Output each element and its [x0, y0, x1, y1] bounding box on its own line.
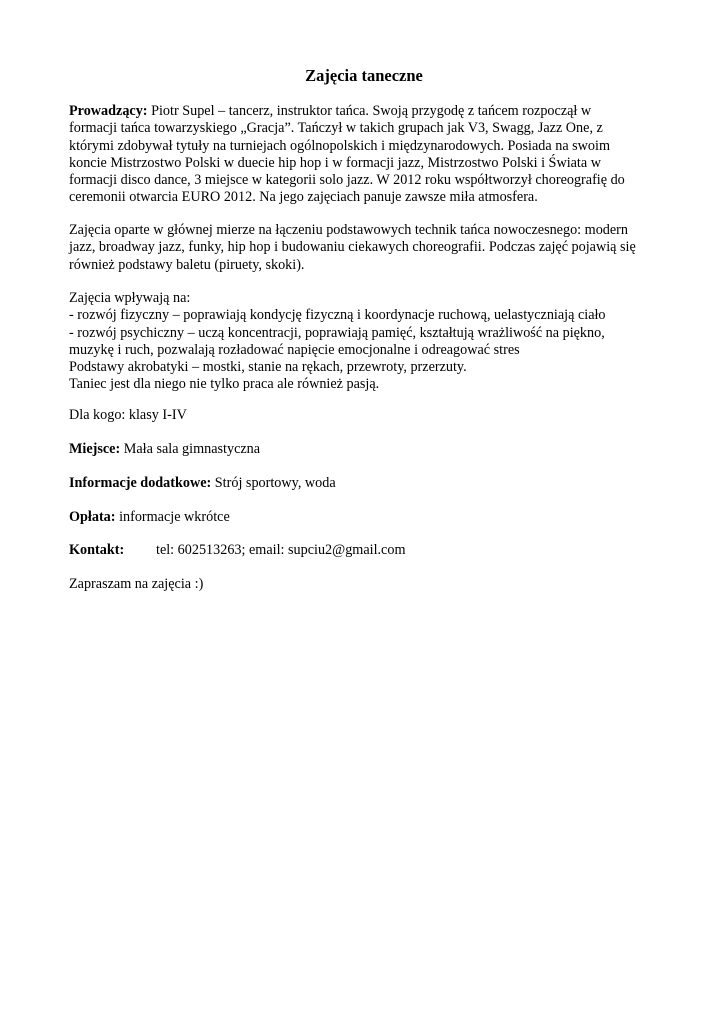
instructor-line-4: koncie Mistrzostwo Polski w duecie hip hop i w formacji jazz, Mistrzostwo Polski i Świata w — [69, 154, 601, 171]
description-line-2: jazz, broadway jazz, funky, hip hop i budowaniu ciekawych choreografii. Podczas zajęć pojawią się — [69, 239, 636, 256]
effects-line-3: - rozwój psychiczny – uczą koncentracji, poprawiają pamięć, kształtują wrażliwość na piękno, — [69, 324, 605, 341]
place-label: Miejsce: — [69, 441, 121, 457]
effects-line-4: muzykę i ruch, pozwalają rozładować napięcie emocjonalne i odreagować stres — [69, 341, 520, 358]
fee-label: Opłata: — [69, 509, 116, 525]
effects-line-1: Zajęcia wpływają na: — [69, 290, 191, 306]
effects-paragraph — [69, 290, 669, 394]
instructor-line-1 — [69, 103, 669, 120]
contact-value: tel: 602513263; email: supciu2@gmail.com — [156, 542, 406, 558]
contact-line — [69, 542, 669, 559]
description-paragraph — [69, 222, 669, 274]
instructor-paragraph — [69, 103, 669, 207]
page-title: Zajęcia taneczne — [305, 66, 423, 85]
additional-info-line — [69, 475, 669, 492]
instructor-line-3: którymi zdobywał tytuły na turniejach ogólnopolskich i międzynarodowych. Posiada na swoim — [69, 137, 610, 154]
place-line — [69, 441, 669, 458]
instructor-line-5: formacji disco dance, 3 miejsce w kategorii solo jazz. W 2012 roku współtworzył choreografię do — [69, 172, 625, 189]
effects-line-5: Podstawy akrobatyki – mostki, stanie na rękach, przewroty, przerzuty. — [69, 359, 467, 376]
effects-line-2: - rozwój fizyczny – poprawiają kondycję fizyczną i koordynacje ruchową, uelastyczniają ciało — [69, 307, 606, 324]
contact-label: Kontakt: — [69, 542, 125, 558]
instructor-line-2: formacji tańca towarzyskiego „Gracja”. Tańczył w takich grupach jak V3, Swagg, Jazz One, z — [69, 120, 603, 137]
audience-line: Dla kogo: klasy I-IV — [69, 407, 187, 423]
fee-line — [69, 509, 669, 526]
description-line-3: również podstawy baletu (piruety, skoki). — [69, 256, 305, 273]
additional-info-label: Informacje dodatkowe: — [69, 475, 212, 491]
closing-line: Zapraszam na zajęcia :) — [69, 576, 204, 592]
description-line-1: Zajęcia oparte w głównej mierze na łączeniu podstawowych technik tańca nowoczesnego: modern — [69, 222, 628, 238]
additional-info-value: Strój sportowy, woda — [211, 475, 336, 491]
fee-value: informacje wkrótce — [115, 509, 230, 525]
effects-line-6: Taniec jest dla niego nie tylko praca ale również pasją. — [69, 376, 380, 393]
place-value: Mała sala gimnastyczna — [120, 441, 261, 457]
instructor-text: Piotr Supel – tancerz, instruktor tańca. Swoją przygodę z tańcem rozpoczął w — [147, 103, 592, 119]
instructor-line-6: ceremonii otwarcia EURO 2012. Na jego zajęciach panuje zawsze miła atmosfera. — [69, 189, 538, 206]
instructor-label: Prowadzący: — [69, 103, 148, 119]
